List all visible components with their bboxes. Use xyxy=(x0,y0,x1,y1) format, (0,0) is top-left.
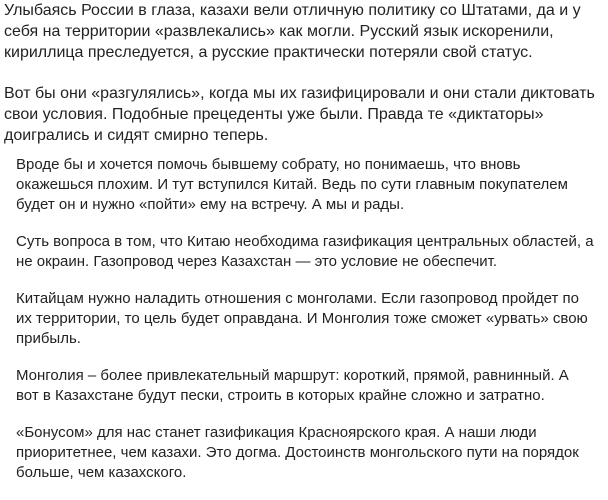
body-paragraph: Суть вопроса в том, что Китаю необходима газификация центральных областей, а не окраин. Газопровод через Казахстан — это условие не обеспечит. xyxy=(16,233,594,270)
intro-paragraph: Вот бы они «разгулялись», когда мы их газифицировали и они стали диктовать свои условия. Подобные прецеденты уже были. Правда те «диктаторы» доигрались и сидят смирно теперь. xyxy=(4,85,595,144)
body-paragraph: Китайцам нужно наладить отношения с монголами. Если газопровод пройдет по их территории, то цель будет оправдана. И Монголия тоже сможет «урвать» свою прибыль. xyxy=(16,290,588,347)
intro-paragraph: Улыбаясь России в глаза, казахи вели отличную политику со Штатами, да и у себя на территории «развлекались» как могли. Русский язык искоренили, кириллица преследуется, а русские практически потеряли свой статус. xyxy=(4,2,581,61)
article-intro xyxy=(4,0,604,166)
body-paragraph: Монголия – более привлекательный маршрут: короткий, прямой, равнинный. А вот в Казахстане будут пески, строить в которых крайне сложно и затратно. xyxy=(16,367,569,404)
article-body xyxy=(16,155,594,500)
body-paragraph: Вроде бы и хочется помочь бывшему собрату, но понимаешь, что вновь окажешься плохим. И тут вступился Китай. Ведь по сути главным покупателем будет он и нужно «пойти» ему на встречу. А мы и рады. xyxy=(16,156,568,213)
body-paragraph: «Бонусом» для нас станет газификация Красноярского края. А наши люди приоритетнее, чем казахи. Это догма. Достоинств монгольского пути на порядок больше, чем казахского. xyxy=(16,424,579,481)
